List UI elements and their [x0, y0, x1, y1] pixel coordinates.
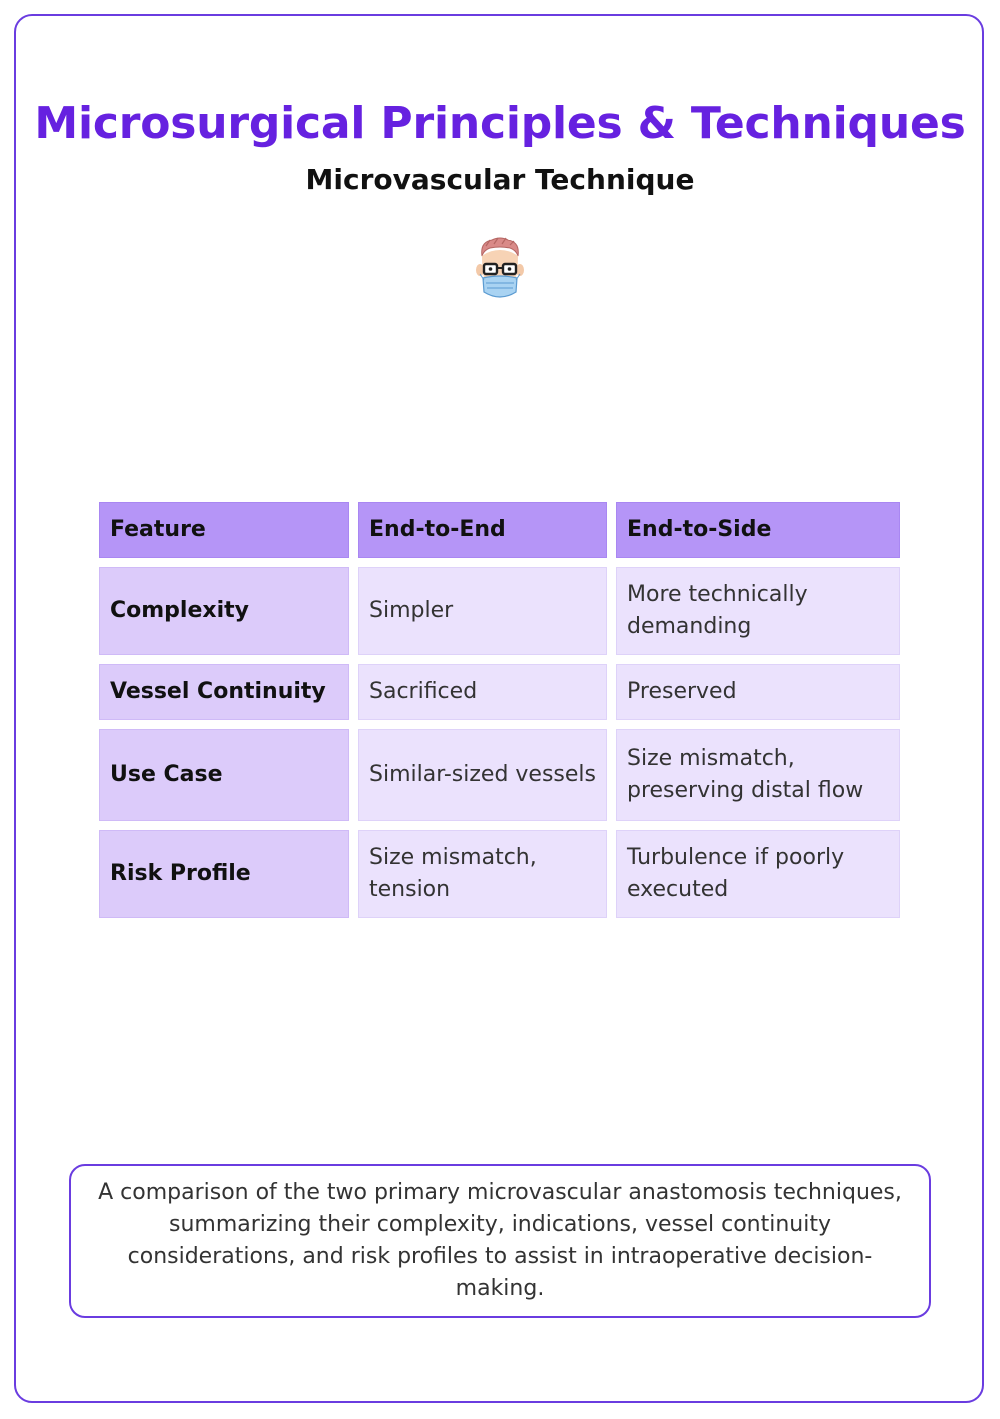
- row-label-risk-profile: Risk Profile: [99, 830, 349, 918]
- caption-text: A comparison of the two primary microvascular anastomosis techniques, summarizing their complexity, indications, vessel continuity considerations, and risk profiles to assist in intraoperative decision-making.: [98, 1180, 902, 1301]
- table-header-feature: Feature: [99, 502, 349, 558]
- row-label-use-case: Use Case: [99, 729, 349, 821]
- cell-risk-profile-end-to-end: Size mismatch, tension: [358, 830, 607, 918]
- page-title: Microsurgical Principles & Techniques: [34, 98, 966, 149]
- cell-use-case-end-to-side: Size mismatch, preserving distal flow: [616, 729, 900, 821]
- table-header-end-to-side: End-to-Side: [616, 502, 900, 558]
- row-label-vessel-continuity: Vessel Continuity: [99, 664, 349, 720]
- cell-complexity-end-to-end: Simpler: [358, 567, 607, 655]
- cell-vessel-continuity-end-to-end: Sacrificed: [358, 664, 607, 720]
- cell-risk-profile-end-to-side: Turbulence if poorly executed: [616, 830, 900, 918]
- cell-complexity-end-to-side: More technically demanding: [616, 567, 900, 655]
- table-header-end-to-end: End-to-End: [358, 502, 607, 558]
- surgeon-avatar-icon: [470, 236, 530, 308]
- caption-box: [69, 1164, 931, 1318]
- page-subtitle: Microvascular Technique: [305, 163, 695, 196]
- comparison-table: [99, 502, 900, 918]
- cell-vessel-continuity-end-to-side: Preserved: [616, 664, 900, 720]
- row-label-complexity: Complexity: [99, 567, 349, 655]
- cell-use-case-end-to-end: Similar-sized vessels: [358, 729, 607, 821]
